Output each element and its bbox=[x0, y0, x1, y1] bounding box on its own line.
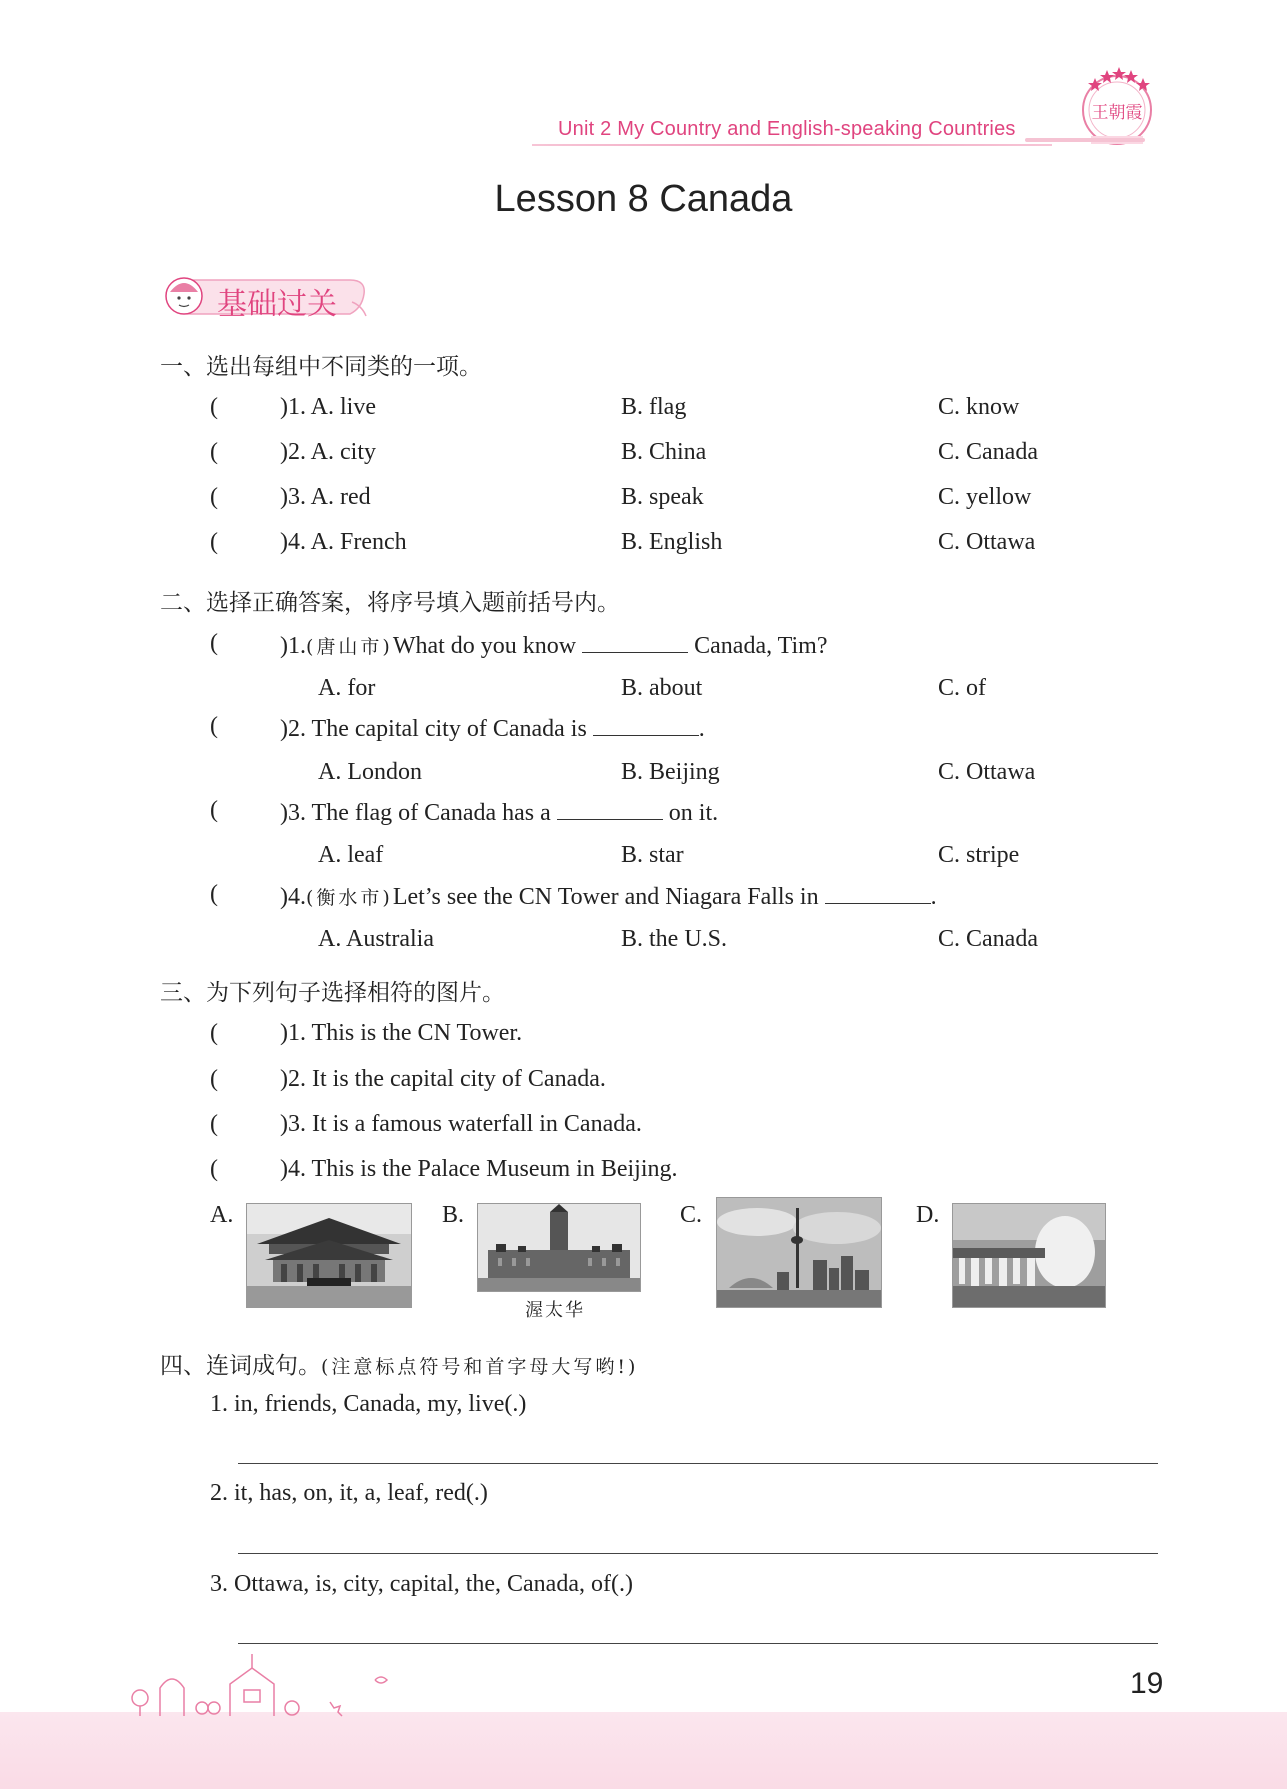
answer-paren[interactable]: ( bbox=[210, 529, 218, 555]
s2-q4-text-a: Let’s see the CN Tower and Niagara Falls in bbox=[392, 884, 819, 910]
picture-label-a: A. bbox=[210, 1202, 234, 1228]
answer-paren[interactable]: ( bbox=[210, 881, 218, 907]
header-divider bbox=[532, 144, 1052, 146]
answer-paren[interactable]: ( bbox=[210, 1111, 218, 1137]
answer-line[interactable] bbox=[238, 1463, 1158, 1464]
answer-paren[interactable]: ( bbox=[210, 484, 218, 510]
s1-q2-c: C. Canada bbox=[938, 439, 1038, 465]
section3-title: 三、为下列句子选择相符的图片。 bbox=[160, 980, 505, 1006]
answer-paren[interactable]: ( bbox=[210, 1066, 218, 1092]
s1-q1-a: )1. A. live bbox=[280, 394, 376, 420]
answer-paren[interactable]: ( bbox=[210, 394, 218, 420]
s2-q4-source-tag: (衡水市) bbox=[306, 887, 393, 909]
s2-q1-c: C. of bbox=[938, 675, 986, 701]
answer-paren[interactable]: ( bbox=[210, 713, 218, 739]
picture-caption-b: 渥太华 bbox=[525, 1300, 585, 1321]
s2-q1-text-b: Canada, Tim? bbox=[694, 633, 828, 659]
s2-q2-text-b: . bbox=[698, 716, 705, 742]
s2-q2-stem bbox=[280, 713, 705, 743]
s2-q3-stem bbox=[280, 797, 718, 827]
s1-q3-a: )3. A. red bbox=[280, 484, 371, 510]
s4-q3: 3. Ottawa, is, city, capital, the, Canada, of(.) bbox=[210, 1571, 633, 1597]
s2-q4-stem bbox=[280, 881, 937, 911]
s2-q2-text: )2. The capital city of Canada is bbox=[280, 716, 587, 742]
answer-paren[interactable]: ( bbox=[210, 1156, 218, 1182]
s2-q3-c: C. stripe bbox=[938, 842, 1020, 868]
s2-q1-text-a: What do you know bbox=[392, 633, 577, 659]
s1-q2-b: B. China bbox=[621, 439, 707, 465]
s2-q3-a: A. leaf bbox=[318, 842, 384, 868]
s2-q2-b: B. Beijing bbox=[621, 759, 720, 785]
s3-q4: )4. This is the Palace Museum in Beijing. bbox=[280, 1156, 678, 1182]
page-number: 19 bbox=[1130, 1667, 1164, 1700]
s4-q2: 2. it, has, on, it, a, leaf, red(.) bbox=[210, 1480, 488, 1506]
parliament-ottawa-picture bbox=[477, 1203, 641, 1292]
s2-q1-stem bbox=[280, 630, 827, 660]
s2-q4-text-b: . bbox=[930, 884, 937, 910]
s2-q4-b: B. the U.S. bbox=[621, 926, 728, 952]
picture-label-b: B. bbox=[442, 1202, 465, 1228]
section4-title: 四、连词成句。 bbox=[160, 1353, 321, 1379]
s1-q4-c: C. Ottawa bbox=[938, 529, 1036, 555]
answer-paren[interactable]: ( bbox=[210, 439, 218, 465]
picture-label-d: D. bbox=[916, 1202, 940, 1228]
s1-q1-b: B. flag bbox=[621, 394, 687, 420]
s2-q3-text-b: on it. bbox=[668, 800, 719, 826]
fill-blank[interactable] bbox=[593, 713, 699, 736]
footer-band bbox=[0, 1712, 1287, 1789]
answer-line[interactable] bbox=[238, 1643, 1158, 1644]
s2-q1-a: A. for bbox=[318, 675, 376, 701]
s1-q4-a: )4. A. French bbox=[280, 529, 407, 555]
answer-paren[interactable]: ( bbox=[210, 1020, 218, 1046]
s4-q1: 1. in, friends, Canada, my, live(.) bbox=[210, 1391, 527, 1417]
s2-q1-source-tag: (唐山市) bbox=[306, 636, 393, 658]
s2-q1-b: B. about bbox=[621, 675, 703, 701]
s3-q3: )3. It is a famous waterfall in Canada. bbox=[280, 1111, 642, 1137]
section4-note: (注意标点符号和首字母大写哟!) bbox=[321, 1356, 639, 1378]
s2-q4-a: A. Australia bbox=[318, 926, 434, 952]
s1-q1-c: C. know bbox=[938, 394, 1020, 420]
footer-decoration bbox=[120, 1648, 410, 1718]
lesson-title: Lesson 8 Canada bbox=[494, 178, 793, 220]
logo-text: 王朝霞 bbox=[1091, 103, 1143, 123]
fill-blank[interactable] bbox=[557, 797, 663, 820]
s3-q2: )2. It is the capital city of Canada. bbox=[280, 1066, 606, 1092]
s2-q4-c: C. Canada bbox=[938, 926, 1038, 952]
s1-q3-c: C. yellow bbox=[938, 484, 1032, 510]
cn-tower-picture bbox=[716, 1197, 882, 1308]
section2-title: 二、选择正确答案，将序号填入题前括号内。 bbox=[160, 590, 620, 616]
fill-blank[interactable] bbox=[582, 630, 688, 653]
s2-q2-c: C. Ottawa bbox=[938, 759, 1036, 785]
badge-label: 基础过关 bbox=[217, 287, 337, 322]
section4-heading bbox=[160, 1347, 638, 1380]
section1-title: 一、选出每组中不同类的一项。 bbox=[160, 354, 482, 380]
header-divider-accent bbox=[1025, 138, 1145, 142]
s2-q3-b: B. star bbox=[621, 842, 684, 868]
s1-q2-a: )2. A. city bbox=[280, 439, 376, 465]
answer-paren[interactable]: ( bbox=[210, 797, 218, 823]
s1-q4-b: B. English bbox=[621, 529, 723, 555]
fill-blank[interactable] bbox=[825, 881, 931, 904]
s2-q4-num: )4. bbox=[280, 884, 306, 910]
unit-header: Unit 2 My Country and English-speaking Countries bbox=[558, 118, 1016, 140]
s2-q1-num: )1. bbox=[280, 633, 306, 659]
s2-q3-text: )3. The flag of Canada has a bbox=[280, 800, 551, 826]
answer-paren[interactable]: ( bbox=[210, 630, 218, 656]
s2-q2-a: A. London bbox=[318, 759, 422, 785]
picture-label-c: C. bbox=[680, 1202, 703, 1228]
s1-q3-b: B. speak bbox=[621, 484, 704, 510]
answer-line[interactable] bbox=[238, 1553, 1158, 1554]
niagara-falls-picture bbox=[952, 1203, 1106, 1308]
s3-q1: )1. This is the CN Tower. bbox=[280, 1020, 523, 1046]
palace-museum-picture bbox=[246, 1203, 412, 1308]
